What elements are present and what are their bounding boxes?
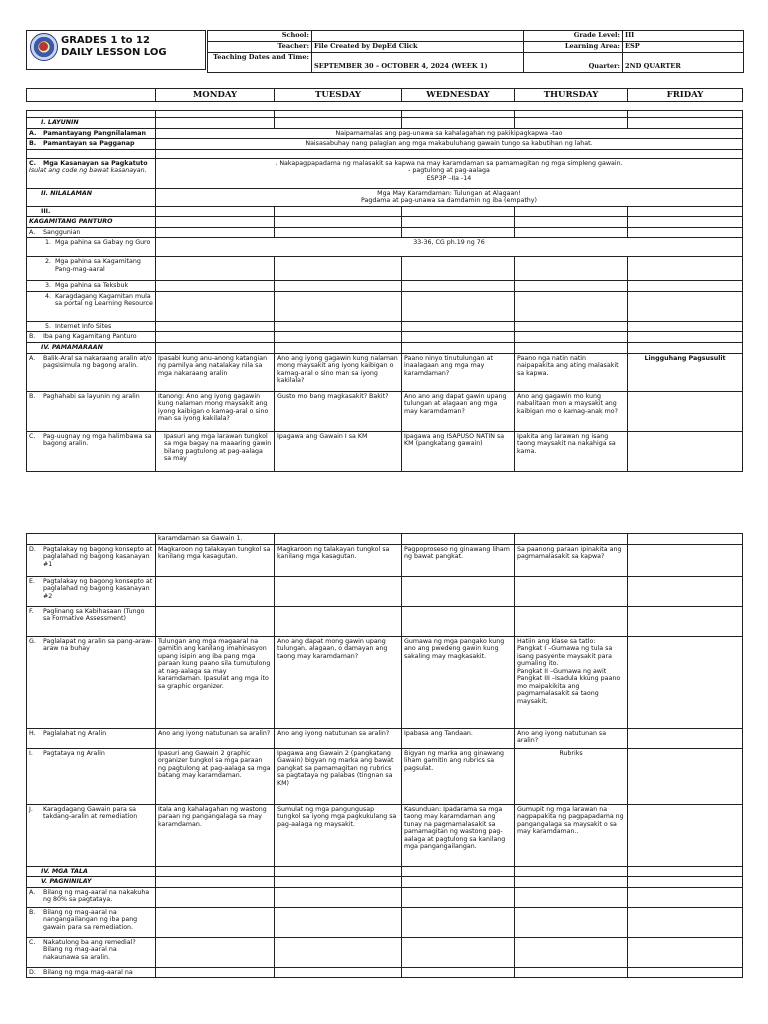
pagtalakay-1-thursday: Sa paanong paraan ipinakita ang pagmamalasakit sa kapwa? <box>515 544 628 576</box>
day-tuesday: TUESDAY <box>275 89 402 102</box>
day-wednesday: WEDNESDAY <box>402 89 515 102</box>
paghahabi-friday <box>628 391 743 431</box>
lesson-table-part1: I. LAYUNIN A. Pamantayang Pangnilalaman Naipamamalas ang pag-unawa sa kahalagahan ng pakikipagkapwa -tao B. Pamantayan sa Pagganap Naisasabuhay nang palagian ang mga makabuluhang gawain tungo sa kabutihan ng lahat. C. Mga Kasanayan sa Pagkatuto Isulat ang code ng bawat kasanayan. . Nakapagpapadama ng malasakit sa kapwa na may karamdaman sa pamamagitan ng mga simpleng gawain. - pagtulong at pag-aalaga ESP3P –IIa -14 II. NILALAMAN Mga May Karamdaman: Tulungan at Alagaan! Pagdama at pag-unawa sa damdamin ng iba (empathy) III. KAGAMITANG PANTURO A. Sanggunian 1. Mga pahina sa Gabay ng Guro 33-36, CG ph.19 ng 76 2. Mga pahina sa Kagamitang Pang-mag-aaral 3. Mga pahina sa Teksbuk 4. Karagdagang Kagamitan mula sa portal ng Learning Resource 5. Internet Info Sites B. Iba pang Kagamitang Panturo IV. PAMAMARAAN A. Balik-Aral sa nakaraang aralin at/o pagsisimula ng bagong aralin. Ipasabi kung anu-anong katangian ng pamilya ang natalakay nila sa mga nakaraang aralin Ano ang iyong gagawin kung nalaman mong maysakit ang iyong kaibigan o kamag-aral o sino man sa iyong kakilala? Paano ninyo tinutulungan at inaalagaan ang mga may karamdaman? Paano nga natin natin naipapakita ang ating malasakit sa kapwa. Lingguhang Pagsusulit B. Paghahabi sa layunin ng aralin Itanong: Ano ang iyong gagawin kung nalaman mong maysakit ang iyong kaibigan o kamag-aral o sino man sa iyong kakilala? Gusto mo bang magkasakit? Bakit? Ano ano ang dapat gawin upang tulungan at alagaan ang mga may karamdaman? Ano ang gagawin mo kung nabalitaan mon a maysakit ang kaibigan mo o kamag-anak mo? C. Pag-uugnay ng mga halimbawa sa bagong aralin. Ipasuri ang mga larawan tungkol sa mga bagay na maaaring gawin bilang pagtulong at pag-aalaga sa may Ipagawa ang Gawain I sa KM Ipagawa ang ISAPUSO NATIN sa KM (pangkatang gawain) Ipakita ang larawan ng isang taong maysakit na nakahiga sa kama. <box>26 110 743 472</box>
kasanayan-value-1: . Nakapagpapadama ng malasakit sa kapwa na may karamdaman sa pamamagitan ng mga simpleng gawain. <box>275 159 623 167</box>
iba-pang-kagamitan-label: Iba pang Kagamitang Panturo <box>43 333 137 341</box>
pag-uugnay-wednesday: Ipagawa ang ISAPUSO NATIN sa KM (pangkatang gawain) <box>402 431 515 471</box>
karagdagang-gawain-wednesday: Kasunduan: Ipadarama sa mga taong may karamdaman ang tunay na pagmamalasakit sa pamamagitan ng wastong pag-aalaga at pagtulong sa kanilang mga pangangailangan. <box>402 804 515 866</box>
teksbuk-label: Mga pahina sa Teksbuk <box>55 282 129 290</box>
paglalapat-thursday: Hatiin ang klase sa tatlo: Pangkat I –Gumawa ng tula sa isang pasyente maysakit para gumaling ito. Pangkat II –Gumawa ng awit Pangkat III –Isadula kkung paano mo maipakikita ang pagmamalasakit sa taong maysakit. <box>515 636 628 728</box>
pagtalakay-1-monday: Magkaroon ng talakayan tungkol sa kanilang mga kasagutan. <box>156 544 275 576</box>
paghahabi-tuesday: Gusto mo bang magkasakit? Bakit? <box>275 391 402 431</box>
karagdagang-gawain-monday: Itala ang kahalagahan ng wastong paraan ng pangangalaga sa may karamdaman. <box>156 804 275 866</box>
nilalaman-title: Mga May Karamdaman: Tulungan at Alagaan! <box>377 189 521 197</box>
remediation-label: Bilang ng mag-aaral na nangangailangan ng iba pang gawain para sa remediation. <box>43 908 138 931</box>
pagtataya-wednesday: Bigyan ng marka ang ginawang liham gamitin ang rubrics sa pagsulat. <box>402 748 515 804</box>
day-thursday: THURSDAY <box>515 89 628 102</box>
quarter-value: 2ND QUARTER <box>623 52 744 72</box>
paghahabi-thursday: Ano ang gagawin mo kung nabalitaan mon a maysakit ang kaibigan mo o kamag-anak mo? <box>515 391 628 431</box>
paghahabi-wednesday: Ano ano ang dapat gawin upang tulungan at alagaan ang mga may karamdaman? <box>402 391 515 431</box>
paglalahat-wednesday: Ipabasa ang Tandaan. <box>402 728 515 748</box>
karagdagang-gawain-tuesday: Sumulat ng mga pangungusap tungkol sa iyong mga pagkukulang sa pag-aalaga ng maysakit. <box>275 804 402 866</box>
karagdagang-gawain-thursday: Gumupit ng mga larawan na nagpapakita ng pagpapadama ng pangangalaga sa maysakit o sa may karamdaman.. <box>515 804 628 866</box>
paglinang-label: Paglinang sa Kabihasaan (Tungo sa Formative Assessment) <box>43 607 145 623</box>
pag-uugnay-label: Pag-uugnay ng mga halimbawa sa bagong aralin. <box>43 432 152 448</box>
balik-aral-wednesday: Paano ninyo tinutulungan at inaalagaan ang mga may karamdaman? <box>402 353 515 391</box>
sanggunian-label: Sanggunian <box>43 228 81 236</box>
dates-label: Teaching Dates and Time: <box>208 52 312 72</box>
pamantayang-pangnilalaman-label: Pamantayang Pangnilalaman <box>43 129 147 137</box>
balik-aral-tuesday: Ano ang iyong gagawin kung nalaman mong maysakit ang iyong kaibigan o kamag-aral o sino man sa iyong kakilala? <box>275 353 402 391</box>
title-line1: GRADES 1 to 12 <box>61 35 150 46</box>
day-header-table <box>26 88 743 102</box>
pagtataya-label: Pagtataya ng Aralin <box>43 749 105 757</box>
pagtataya-tuesday: Ipagawa ang Gawain 2 (pangkatang Gawain) bigyan ng marka ang bawat pangkat sa pamamagitan ng rubrics sa pagtataya ng palabas (tingnan sa KM) <box>275 748 402 804</box>
gabay-ng-guro-value: 33-36, CG ph.19 ng 76 <box>156 238 743 257</box>
kasanayan-code: ESP3P –IIa -14 <box>426 174 472 182</box>
grade-value: III <box>623 31 744 42</box>
nakatulong-remedial-label: Nakatulong ba ang remedial? Bilang ng mag-aaral na nakaunawa sa aralin. <box>43 938 136 961</box>
pag-uugnay-monday: Ipasuri ang mga larawan tungkol sa mga bagay na maaaring gawin bilang pagtulong at pag-aalaga sa may <box>156 431 275 471</box>
paglalahat-monday: Ano ang iyong natutunan sa aralin? <box>156 728 275 748</box>
pagtalakay-1-wednesday: Pagpoproseso ng ginawang liham ng bawat pangkat. <box>402 544 515 576</box>
area-value: ESP <box>623 41 744 52</box>
paglalapat-friday <box>628 636 743 728</box>
paghahabi-label: Paghahabi sa layunin ng aralin <box>43 392 140 400</box>
deped-seal-icon <box>30 33 58 61</box>
teacher-value: File Created by DepEd Click <box>312 41 524 52</box>
pamamaraan-heading: IV. PAMAMARAAN <box>27 343 156 354</box>
paghahabi-monday: Itanong: Ano ang iyong gagawin kung nalaman mong maysakit ang iyong kaibigan o kamag-aral o sino man sa iyong kakilala? <box>156 391 275 431</box>
info-table <box>207 30 744 73</box>
balik-aral-monday: Ipasabi kung anu-anong katangian ng pamilya ang natalakay nila sa mga nakaraang aralin <box>156 353 275 391</box>
pag-uugnay-tuesday: Ipagawa ang Gawain I sa KM <box>275 431 402 471</box>
paglalapat-monday: Tulungan ang mga magaaral na gamitin ang kanilang imahinasyon upang isipin ang iba pang mga paraan kung paano sila tumutulong at nag-aalaga sa may karamdaman. Ipasulat ang mga ito sa graphic organizer. <box>156 636 275 728</box>
kagamitang-pang-mag-aaral-label: Mga pahina sa Kagamitang Pang-mag-aaral <box>55 258 141 273</box>
pagtalakay-1-label: Pagtalakay ng bagong konsepto at paglalahad ng bagong kasanayan #1 <box>43 545 153 568</box>
paglalapat-label: Paglalapat ng aralin sa pang-araw-araw na buhay <box>43 637 153 653</box>
day-header-blank <box>27 89 156 102</box>
pag-uugnay-thursday: Ipakita ang larawan ng isang taong maysakit na nakahiga sa kama. <box>515 431 628 471</box>
pagtalakay-1-tuesday: Magkaroon ng talakayan tungkol sa kanilang mga kasagutan. <box>275 544 402 576</box>
pamantayang-pangnilalaman-value: Naipamamalas ang pag-unawa sa kahalagahan ng pakikipagkapwa -tao <box>156 128 743 139</box>
balik-aral-label: Balik-Aral sa nakaraang aralin at/o pagsisimula ng bagong aralin. <box>43 354 152 370</box>
pamantayan-sa-pagganap-label: Pamantayan sa Pagganap <box>43 140 135 148</box>
quarter-label: Quarter: <box>524 52 623 72</box>
pagtataya-monday: Ipasuri ang Gawain 2 graphic organizer tungkol sa mga paraan ng pagtulong at pag-aalaga sa mga batang may karamdaman. <box>156 748 275 804</box>
kagamitang-panturo-heading: KAGAMITANG PANTURO <box>27 217 156 228</box>
title-line2: DAILY LESSON LOG <box>61 47 167 58</box>
nilalaman-subtitle: Pagdama at pag-unawa sa damdamin ng iba (empathy) <box>361 197 537 205</box>
kasanayan-sub-label: Isulat ang code ng bawat kasanayan. <box>29 167 147 175</box>
day-monday: MONDAY <box>156 89 275 102</box>
pagtataya-friday <box>628 748 743 804</box>
school-value <box>312 31 524 42</box>
pag-uugnay-friday <box>628 431 743 471</box>
karagdagang-gawain-friday <box>628 804 743 866</box>
pamantayan-sa-pagganap-value: Naisasabuhay nang palagian ang mga makabuluhang gawain tungo sa kabutihan ng lahat. <box>156 139 743 150</box>
nilalaman-heading: II. NILALAMAN <box>27 188 156 206</box>
mga-tala-heading: IV. MGA TALA <box>27 866 156 877</box>
paglalahat-friday <box>628 728 743 748</box>
school-label: School: <box>208 31 312 42</box>
gabay-ng-guro-label: Mga pahina sa Gabay ng Guro <box>55 239 151 247</box>
grade-label: Grade Level: <box>524 31 623 42</box>
paglalahat-label: Paglalahat ng Aralin <box>43 729 107 737</box>
dates-value: SEPTEMBER 30 – OCTOBER 4, 2024 (WEEK 1) <box>312 52 524 72</box>
paglalapat-tuesday: Ano ang dapat mong gawin upang tulungan, alagaan, o damayan ang taong may karamdaman? <box>275 636 402 728</box>
teacher-label: Teacher: <box>208 41 312 52</box>
section-iii-heading: III. <box>27 206 156 217</box>
karagdagang-gawain-label: Karagdagang Gawain para sa takdang-aralin at remediation <box>43 805 138 821</box>
nakakuha-80-label: Bilang ng mag-aaral na nakakuha ng 80% sa pagtataya. <box>43 888 150 904</box>
balik-aral-friday: Lingguhang Pagsusulit <box>628 353 743 391</box>
paglalapat-wednesday: Gumawa ng mga pangako kung ano ang pwedeng gawin kung sakaling may magkasakit. <box>402 636 515 728</box>
title-box <box>26 30 206 70</box>
day-friday: FRIDAY <box>628 89 743 102</box>
pagtalakay-1-friday <box>628 544 743 576</box>
pag-uugnay-monday-continued: karamdaman sa Gawain 1. <box>156 534 275 545</box>
internet-info-sites-label: Internet Info Sites <box>55 322 112 330</box>
balik-aral-thursday: Paano nga natin natin naipapakita ang ating malasakit sa kapwa. <box>515 353 628 391</box>
pagninilay-heading: V. PAGNINILAY <box>27 877 156 888</box>
paglalahat-tuesday: Ano ang iyong natutunan sa aralin? <box>275 728 402 748</box>
kasanayan-label: Mga Kasanayan sa Pagkatuto <box>43 159 148 167</box>
lesson-table-part2: karamdaman sa Gawain 1. D. Pagtalakay ng bagong konsepto at paglalahad ng bagong kasanayan #1 Magkaroon ng talakayan tungkol sa kanilang mga kasagutan. Magkaroon ng talakayan tungkol sa kanilang mga kasagutan. Pagpoproseso ng ginawang liham ng bawat pangkat. Sa paanong paraan ipinakita ang pagmamalasakit sa kapwa? E. Pagtalakay ng bagong konsepto at paglalahad ng bagong kasanayan #2 F. Paglinang sa Kabihasaan (Tungo sa Formative Assessment) G. Paglalapat ng aralin sa pang-araw-araw na buhay Tulungan ang mga magaaral na gamitin ang kanilang imahinasyon upang isipin ang iba pang mga paraan kung paano sila tumutulong at nag-aalaga sa may karamdaman. Ipasulat ang mga ito sa graphic organizer. Ano ang dapat mong gawin upang tulungan, alagaan, o damayan ang taong may karamdaman? Gumawa ng mga pangako kung ano ang pwedeng gawin kung sakaling may magkasakit. Hatiin ang klase sa tatlo: Pangkat I –Gumawa ng tula sa isang pasyente maysakit para gumaling ito. Pangkat II –Gumawa ng awit Pangkat III –Isadula kkung paano mo maipakikita ang pagmamalasakit sa taong maysakit. H. Paglalahat ng Aralin Ano ang iyong natutunan sa aralin? Ano ang iyong natutunan sa aralin? Ipabasa ang Tandaan. Ano ang iyong natutunan sa aralin? I. Pagtataya ng Aralin Ipasuri ang Gawain 2 graphic organizer tungkol sa mga paraan ng pagtulong at pag-aalaga sa mga batang may karamdaman. Ipagawa ang Gawain 2 (pangkatang Gawain) bigyan ng marka ang bawat pangkat sa pamamagitan ng rubrics sa pagtataya ng palabas (tingnan sa KM) Bigyan ng marka ang ginawang liham gamitin ang rubrics sa pagsulat. Rubriks J. Karagdagang Gawain para sa takdang-aralin at remediation Itala ang kahalagahan ng wastong paraan ng pangangalaga sa may karamdaman. Sumulat ng mga pangungusap tungkol sa iyong mga pagkukulang sa pag-aalaga ng maysakit. Kasunduan: Ipadarama sa mga taong may karamdaman ang tunay na pagmamalasakit sa pamamagitan ng wastong pag-aalaga at pagtulong sa kanilang mga pangangailangan. Gumupit ng mga larawan na nagpapakita ng pagpapadama ng pangangalaga sa maysakit o sa may karamdaman.. IV. MGA TALA V. PAGNINILAY A. Bilang ng mag-aaral na nakakuha ng 80% sa pagtataya. B. Bilang ng mag-aaral na nangangailangan ng iba pang gawain para sa remediation. C. Nakatulong ba ang remedial? Bilang ng mag-aaral na nakaunawa sa aralin. D. Bilang ng mga mag-aaral na <box>26 533 743 978</box>
paglalahat-thursday: Ano ang iyong natutunan sa aralin? <box>515 728 628 748</box>
pagtataya-thursday: Rubriks <box>515 748 628 804</box>
pagtalakay-2-label: Pagtalakay ng bagong konsepto at paglalahad ng bagong kasanayan #2 <box>43 577 153 600</box>
layunin-heading: I. LAYUNIN <box>27 118 156 129</box>
bilang-mag-aaral-label: Bilang ng mga mag-aaral na <box>43 968 133 976</box>
area-label: Learning Area: <box>524 41 623 52</box>
kasanayan-value-2: - pagtulong at pag-aalaga <box>408 167 490 175</box>
karagdagang-kagamitan-label: Karagdagang Kagamitan mula sa portal ng Learning Resource <box>55 292 153 308</box>
